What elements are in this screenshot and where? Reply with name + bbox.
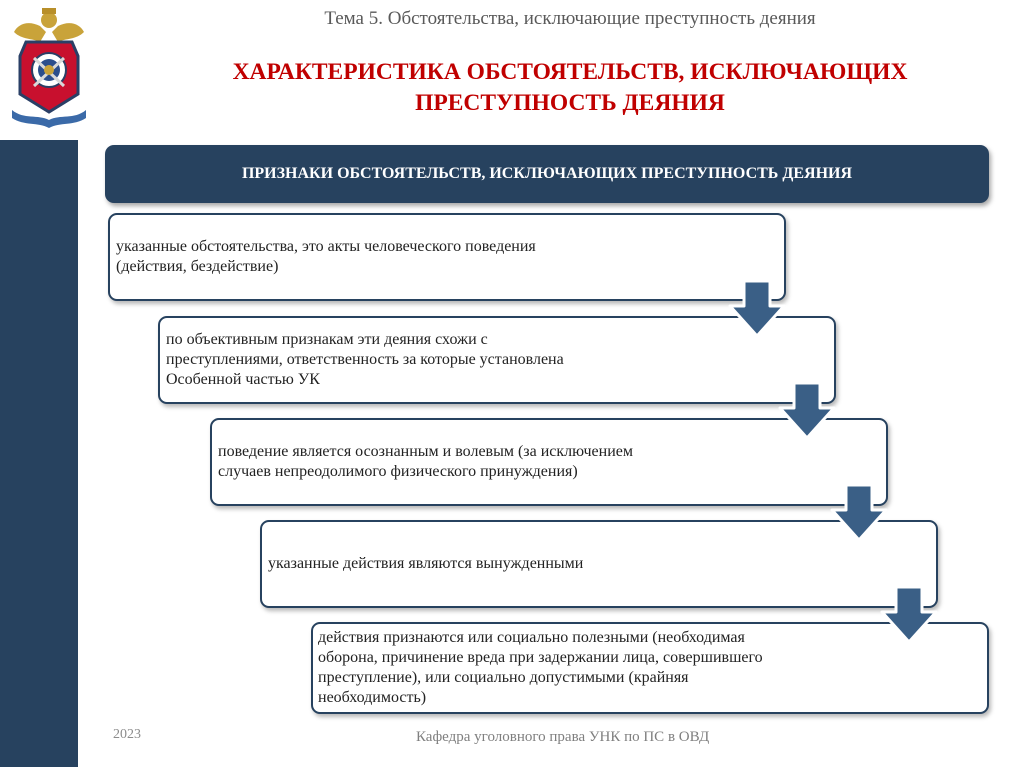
step-2-line-1: по объективным признакам эти деяния схожи с (166, 331, 488, 348)
footer-year: 2023 (113, 727, 141, 742)
step-5-line-1: действия признаются или социально полезными (необходимая (318, 629, 745, 646)
step-4-line-1: указанные действия являются вынужденными (268, 555, 584, 572)
left-sidebar-bar (0, 140, 78, 767)
signs-banner (105, 145, 989, 203)
slide-title-line-1: ХАРАКТЕРИСТИКА ОБСТОЯТЕЛЬСТВ, ИСКЛЮЧАЮЩИХ (232, 59, 908, 85)
step-box-1 (108, 213, 786, 301)
arrow-down-icon (726, 278, 788, 340)
step-2-line-2: преступлениями, ответственность за которые установлена (166, 351, 564, 368)
step-1-line-1: указанные обстоятельства, это акты человеческого поведения (116, 238, 536, 255)
signs-banner-label: ПРИЗНАКИ ОБСТОЯТЕЛЬСТВ, ИСКЛЮЧАЮЩИХ ПРЕСТУПНОСТЬ ДЕЯНИЯ (241, 165, 853, 182)
step-2-line-3: Особенной частью УК (166, 371, 320, 388)
arrow-down-icon (776, 380, 838, 442)
topic-heading: Тема 5. Обстоятельства, исключающие преступность деяния (324, 8, 816, 29)
step-3-line-2: случаев непреодолимого физического принуждения) (218, 463, 578, 480)
step-5-line-4: необходимость) (318, 689, 427, 706)
step-3-line-1: поведение является осознанным и волевым (за исключением (218, 443, 633, 460)
arrow-down-icon (828, 482, 890, 544)
eagle-emblem-icon (4, 2, 94, 130)
slide-title (130, 57, 1010, 119)
arrow-down-icon (878, 584, 940, 646)
step-1-line-2: (действия, бездействие) (116, 258, 279, 275)
footer-department: Кафедра уголовного права УНК по ПС в ОВД (416, 729, 710, 745)
step-5-line-3: преступление), или социально допустимыми (крайняя (318, 669, 689, 686)
step-5-line-2: оборона, причинение вреда при задержании лица, совершившего (318, 649, 763, 666)
slide-title-line-2: ПРЕСТУПНОСТЬ ДЕЯНИЯ (415, 90, 725, 116)
